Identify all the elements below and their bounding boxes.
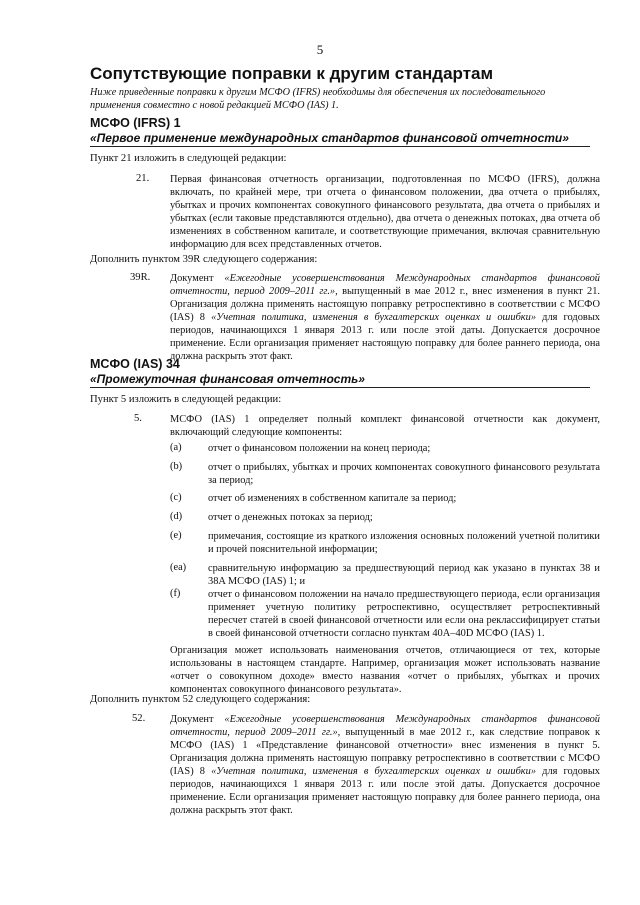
paragraph-5-text: МСФО (IAS) 1 определяет полный комплект финансовой отчетности как документ, включающий следующие компоненты: [170,414,600,438]
page-title: Сопутствующие поправки к другим стандартам [90,64,494,83]
list-item-text: отчет о финансовом положении на начало предшествующего периода, если организация применяет учетную политику ретроспективно, осуществляет ретроспективный пересчет статей в своей финансовой отчетности или если она реклассифицирует статьи в своей финансовой отчетности согласно пунктам 40A–40D МСФО (IAS) 1. [208,589,600,639]
paragraph-39r-number: 39R. [130,272,151,283]
list-item-label: (f) [170,588,181,599]
section2-instruction-2: Дополнить пунктом 52 следующего содержания: [90,694,311,705]
list-item-label: (e) [170,530,182,541]
list-item-text: отчет об изменениях в собственном капитале за период; [208,493,457,504]
list-item-text: сравнительную информацию за предшествующий период как указано в пунктах 38 и 38A МСФО (IAS) 1; и [208,563,600,587]
section2-standard-name: «Промежуточная финансовая отчетность» [90,372,365,386]
list-item-text: примечания, состоящие из краткого изложения основных положений учетной политики и прочей пояснительной информации; [208,531,600,555]
paragraph-21-text: Первая финансовая отчетность организации, подготовленная по МСФО (IFRS), должна включать, по крайней мере, три отчета о финансовом положении, два отчета о прибылях, убытках и прочих компонентах совокупного финансового результата, два отчета о прибылях и убытках (если таковые представляются отдельно), два отчета о денежных потоках, два отчета об изменениях в собственном капитале, и соответствующие примечания, включая сравнительную информацию для всех представленных отчетов. [170,174,600,250]
page-number: 5 [316,42,324,57]
list-item-label: (b) [170,461,183,472]
paragraph-39r-text: Документ «Ежегодные усовершенствования Международных стандартов финансовой отчетности, период 2009–2011 гг.», выпущенный в мае 2012 г., внес изменения в пункт 21. Организация должна применять настоящую поправку ретроспективно в соответствии с МСФО (IAS) 8 «Учетная политика, изменения в бухгалтерских оценках и ошибки» для годовых периодов, начинающихся 1 января 2013 г. или после этой даты. Допускается досрочное применение. Если организация применяет настоящую поправку для более раннего периода, она должна раскрыть этот факт. [170,273,600,362]
paragraph-52-number: 52. [132,713,146,724]
section1-standard-name: «Первое применение международных стандартов финансовой отчетности» [90,131,569,145]
section1-standard-code: МСФО (IFRS) 1 [90,116,181,130]
paragraph-5-closing: Организация может использовать наименования отчетов, отличающиеся от тех, которые использованы в настоящем стандарте. Например, организация может использовать название «отчет о совокупном доходе» вместо названия «отчет о прибылях, убытках и прочих компонентах совокупного финансового результата». [170,645,600,695]
list-item-label: (c) [170,492,182,503]
list-item-text: отчет о финансовом положении на конец периода; [208,443,431,454]
paragraph-52-text: Документ «Ежегодные усовершенствования Международных стандартов финансовой отчетности, период 2009–2011 гг.», выпущенный в мае 2012 г., как следствие поправок к МСФО (IAS) 1 «Представление финансовой отчетности» внес изменения в пункт 5. Организация должна применять настоящую поправку ретроспективно в соответствии с МСФО (IAS) 8 «Учетная политика, изменения в бухгалтерских оценках и ошибки» для годовых периодов, начинающихся 1 января 2013 г. или после этой даты. Допускается досрочное применение. Если организация применяет настоящую поправку для более раннего периода, она должна раскрыть этот факт. [170,714,601,816]
list-item-label: (d) [170,511,183,522]
section2-standard-code: МСФО (IAS) 34 [90,357,180,371]
list-item-text: отчет о денежных потоках за период; [208,512,373,523]
section2-instruction-1: Пункт 5 изложить в следующей редакции: [90,394,282,405]
paragraph-21-number: 21. [136,173,150,184]
intro-text: Ниже приведенные поправки к другим МСФО (IFRS) необходимы для обеспечения их последовательного применения совместно с новой редакцией МСФО (IAS) 1. [90,87,546,111]
section1-instruction-2: Дополнить пунктом 39R следующего содержания: [90,254,318,265]
list-item-label: (ea) [170,562,187,573]
list-item-label: (a) [170,442,182,453]
section2-divider [90,387,590,388]
paragraph-5-number: 5. [134,413,142,424]
section1-divider [90,146,590,147]
list-item-text: отчет о прибылях, убытках и прочих компонентах совокупного финансового результата за период; [208,462,600,486]
section1-instruction-1: Пункт 21 изложить в следующей редакции: [90,153,287,164]
